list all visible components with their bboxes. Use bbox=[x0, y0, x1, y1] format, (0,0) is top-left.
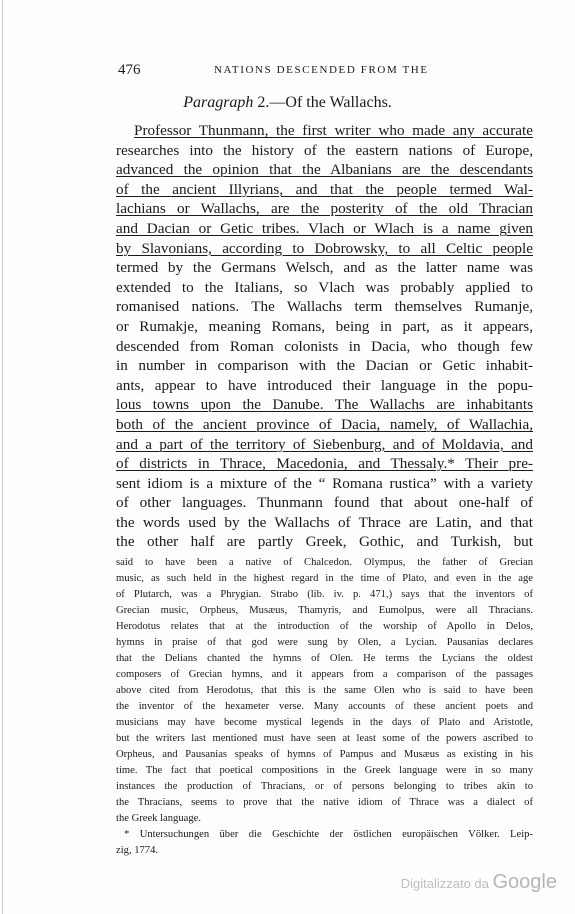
google-logo: Google bbox=[492, 871, 557, 893]
heading-italic: Paragraph bbox=[183, 94, 254, 111]
footnote-line: * Untersuchungen über die Geschichte der östlichen europäischen Völker. Leip- bbox=[124, 829, 533, 840]
note-line: hymns in praise of that god were sung by Olen, a Lycian. Pausanias declares bbox=[116, 637, 533, 648]
section-heading bbox=[0, 94, 575, 112]
digitization-watermark bbox=[401, 871, 557, 894]
footnote-line: zig, 1774. bbox=[116, 845, 159, 856]
body-line: termed by the Germans Welsch, and as the latter name was bbox=[116, 259, 533, 277]
note-line: that the Delians chanted the hymns of Olen. He terms the Lycians the oldest bbox=[116, 653, 533, 664]
body-line: ants, appear to have introduced their language in the popu- bbox=[116, 376, 533, 394]
body-line: Professor Thunmann, the first writer who made any accurate bbox=[134, 122, 533, 139]
note-line: time. The fact that poetical compositions in the Greek language were in so many bbox=[116, 765, 533, 776]
body-line: lous towns upon the Danube. The Wallachs are inhabitants bbox=[116, 396, 533, 414]
note-line: music, as such held in the highest regard in the time of Plato, and even in the age bbox=[116, 573, 533, 584]
page-edge bbox=[2, 0, 3, 914]
note-line: but the writers last mentioned must have seen at least some of the powers ascribed to bbox=[116, 733, 533, 744]
running-head: NATIONS DESCENDED FROM THE bbox=[214, 64, 429, 76]
body-line: sent idiom is a mixture of the “ Romana rustica” with a variety bbox=[116, 474, 533, 492]
body-line: or Rumakje, meaning Romans, being in part, as it appears, bbox=[116, 317, 533, 335]
note-line: above cited from Herodotus, that this is the same Olen who is said to have been bbox=[116, 685, 533, 696]
body-line: and a part of the territory of Siebenburg, and of Moldavia, and bbox=[116, 435, 533, 453]
note-line: of Plutarch, was a Phrygian. Strabo (lib. iv. p. 471,) says that the inventors of bbox=[116, 589, 533, 600]
note-line: Herodotus relates that at the introduction of the worship of Apollo in Delos, bbox=[116, 621, 533, 632]
note-line: Orpheus, and Pausanias speaks of hymns of Pampus and Musæus as existing in his bbox=[116, 749, 533, 760]
note-line: the inventor of the hexameter verse. Many accounts of these ancient poets and bbox=[116, 701, 533, 712]
body-line: researches into the history of the eastern nations of Europe, bbox=[116, 141, 533, 159]
body-line: the words used by the Wallachs of Thrace are Latin, and that bbox=[116, 513, 533, 531]
body-line: lachians or Wallachs, are the posterity of the old Thracian bbox=[116, 200, 533, 218]
continued-note bbox=[116, 555, 533, 859]
note-line: musicians may have become mystical legends in the days of Plato and Aristotle, bbox=[116, 717, 533, 728]
body-line: of the ancient Illyrians, and that the people termed Wal- bbox=[116, 180, 533, 198]
page-header bbox=[118, 62, 538, 82]
page-number: 476 bbox=[118, 62, 141, 78]
note-line: the Thracians, seems to prove that the native idiom of Thrace was a dialect of bbox=[116, 797, 533, 808]
body-line: of other languages. Thunmann found that about one-half of bbox=[116, 494, 533, 512]
note-line: the Greek language. bbox=[116, 813, 202, 824]
body-line: descended from Roman colonists in Dacia, who though few bbox=[116, 337, 533, 355]
body-line: the other half are partly Greek, Gothic, and Turkish, but bbox=[116, 533, 533, 551]
body-line: and Dacian or Getic tribes. Vlach or Wlach is a name given bbox=[116, 219, 533, 237]
body-text bbox=[116, 121, 533, 552]
note-line: instances the production of Thracians, or of persons belonging to tribes akin to bbox=[116, 781, 533, 792]
heading-rest: 2.—Of the Wallachs. bbox=[253, 94, 392, 111]
note-line: Grecian music, Orpheus, Musæus, Thamyris, and Eumolpus, were all Thracians. bbox=[116, 605, 533, 616]
body-line: romanised nations. The Wallachs term themselves Rumanje, bbox=[116, 298, 533, 316]
body-line: in number in comparison with the Dacian or Getic inhabit- bbox=[116, 357, 533, 375]
body-line: of districts in Thrace, Macedonia, and Thessaly.* Their pre- bbox=[116, 455, 533, 473]
note-line: said to have been a native of Chalcedon. Olympus, the father of Grecian bbox=[116, 557, 533, 568]
body-line: advanced the opinion that the Albanians are the descendants bbox=[116, 161, 533, 179]
note-line: composers of Grecian hymns, and it appears from a comparison of the passages bbox=[116, 669, 533, 680]
body-line: both of the ancient province of Dacia, namely, of Wallachia, bbox=[116, 415, 533, 433]
watermark-prefix: Digitalizzato da bbox=[400, 876, 493, 891]
body-line: by Slavonians, according to Dobrowsky, to all Celtic people bbox=[116, 239, 533, 257]
body-line: extended to the Italians, so Vlach was probably applied to bbox=[116, 278, 533, 296]
